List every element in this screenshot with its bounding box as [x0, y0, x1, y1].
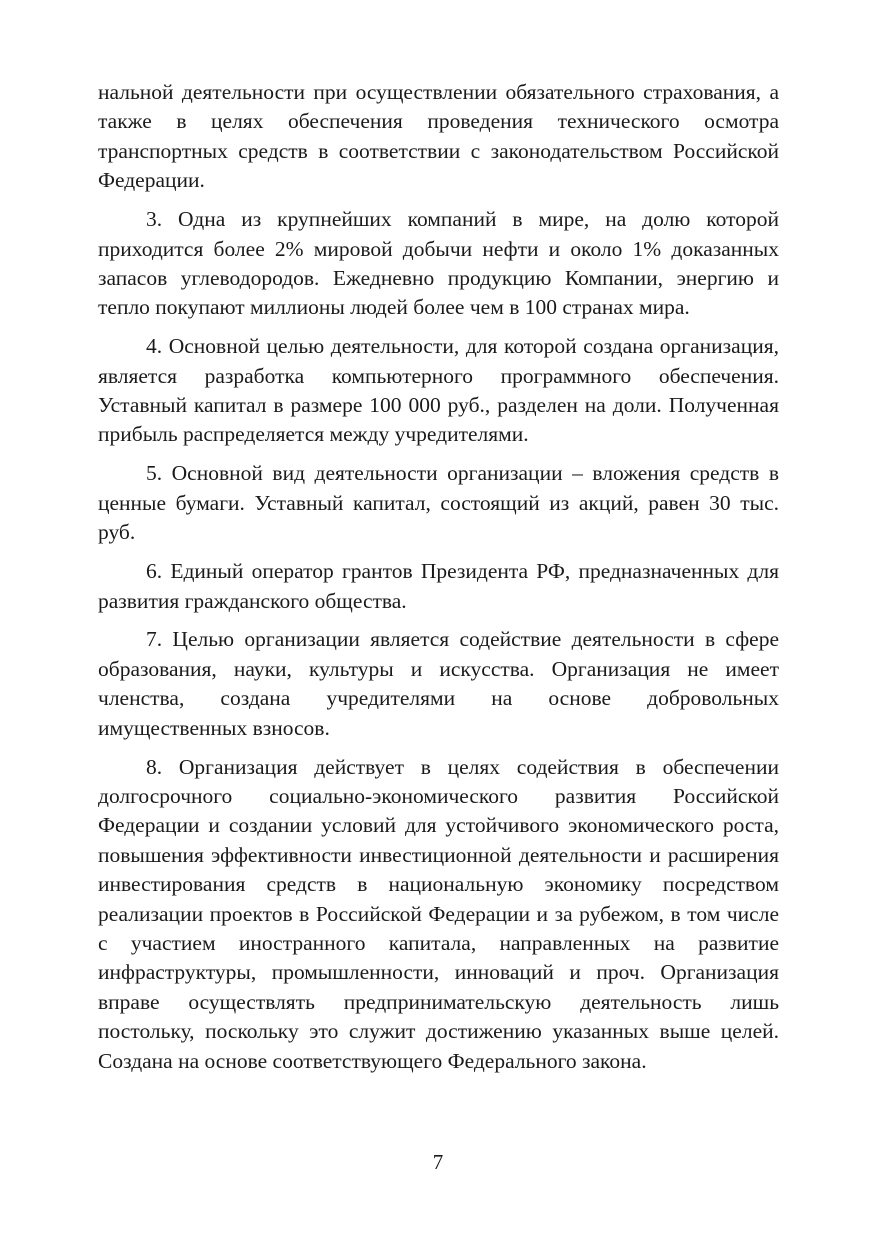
paragraph-item-7: 7. Целью организации является содействие деятельности в сфере образования, науки, культуры и искусства. Организация не имеет членства, создана учредителями на основе добровольных имущественных взносов. — [98, 627, 779, 740]
paragraph-item-5: 5. Основной вид деятельности организации – вложения средств в ценные бумаги. Уставный капитал, состоящий из акций, равен 30 тыс. руб. — [98, 461, 779, 545]
paragraph-item-4: 4. Основной целью деятельности, для которой создана организация, является разработка компьютерного программного обеспечения. Уставный капитал в размере 100 000 руб., разделен на доли. Полученная прибыль распределяется между учредителями. — [98, 334, 779, 447]
document-page — [98, 78, 779, 1076]
paragraph-continuation: нальной деятельности при осуществлении обязательного страхования, а также в целях обеспечения проведения технического осмотра транспортных средств в соответствии с законодательством Российской Федерации. — [98, 80, 779, 193]
page-number: 7 — [432, 1150, 444, 1174]
paragraph-item-3: 3. Одна из крупнейших компаний в мире, на долю которой приходится более 2% мировой добычи нефти и около 1% доказанных запасов углеводородов. Ежедневно продукцию Компании, энергию и тепло покупают миллионы людей более чем в 100 странах мира. — [98, 207, 779, 320]
paragraph-item-6: 6. Единый оператор грантов Президента РФ, предназначенных для развития гражданского общества. — [98, 559, 779, 613]
paragraph-item-8: 8. Организация действует в целях содействия в обеспечении долгосрочного социально-экономического развития Российской Федерации и создании условий для устойчивого экономического роста, повышения эффективности инвестиционной деятельности и расширения инвестирования средств в национальную экономику посредством реализации проектов в Российской Федерации и за рубежом, в том числе с участием иностранного капитала, направленных на развитие инфраструктуры, промышленности, инноваций и проч. Организация вправе осуществлять предпринимательскую деятельность лишь постольку, поскольку это служит достижению указанных выше целей. Создана на основе соответствующего Федерального закона. — [98, 754, 779, 1073]
